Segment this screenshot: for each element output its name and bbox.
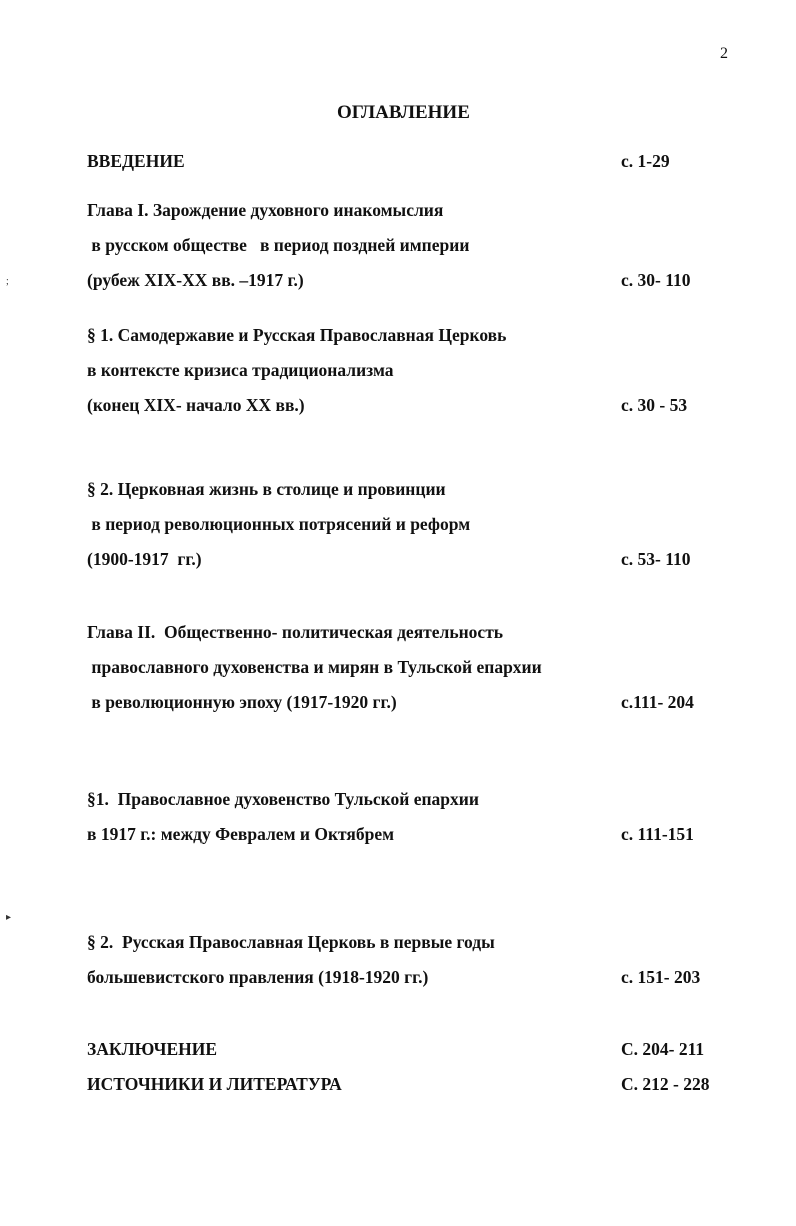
toc-line: в революционную эпоху (1917-1920 гг.) [87, 692, 397, 712]
toc-line: ВВЕДЕНИЕ [87, 151, 185, 171]
toc-pages: с. 30- 110 [621, 270, 691, 290]
toc-line: в 1917 г.: между Февралем и Октябрем [87, 824, 395, 844]
toc-pages: С. 212 - 228 [621, 1074, 710, 1094]
toc-line: православного духовенства и мирян в Тульской епархии [87, 657, 542, 677]
page-title: ОГЛАВЛЕНИЕ [337, 102, 470, 123]
toc-line: в русском обществе в период поздней империи [87, 235, 470, 255]
toc-line: большевистского правления (1918-1920 гг.) [87, 967, 429, 987]
toc-pages: с. 53- 110 [621, 549, 691, 569]
scan-speck: ; [6, 276, 9, 287]
toc-line: ЗАКЛЮЧЕНИЕ [87, 1039, 218, 1059]
toc-line: § 2. Русская Православная Церковь в первые годы [87, 932, 495, 952]
toc-line: в период революционных потрясений и реформ [87, 514, 471, 534]
toc-pages: с. 30 - 53 [621, 395, 688, 415]
toc-pages: с.111- 204 [621, 692, 694, 712]
scan-speck: ▸ [6, 912, 12, 923]
toc-line: Глава I. Зарождение духовного инакомыслия [87, 200, 444, 220]
toc-line: § 2. Церковная жизнь в столице и провинции [87, 479, 446, 499]
toc-line: (рубеж XIX-XX вв. –1917 г.) [87, 270, 304, 290]
toc-line: §1. Православное духовенство Тульской епархии [87, 789, 479, 809]
toc-line: (1900-1917 гг.) [87, 549, 202, 569]
toc-pages: с. 1-29 [621, 151, 670, 171]
page-number: 2 [720, 45, 728, 62]
toc-pages: с. 111-151 [621, 824, 694, 844]
toc-line: Глава II. Общественно- политическая деятельность [87, 622, 504, 642]
toc-line: (конец XIX- начало XX вв.) [87, 395, 305, 415]
toc-line: ИСТОЧНИКИ И ЛИТЕРАТУРА [87, 1074, 342, 1094]
toc-line: в контексте кризиса традиционализма [87, 360, 394, 380]
toc-pages: С. 204- 211 [621, 1039, 705, 1059]
toc-pages: с. 151- 203 [621, 967, 701, 987]
toc-line: § 1. Самодержавие и Русская Православная Церковь [87, 325, 507, 345]
